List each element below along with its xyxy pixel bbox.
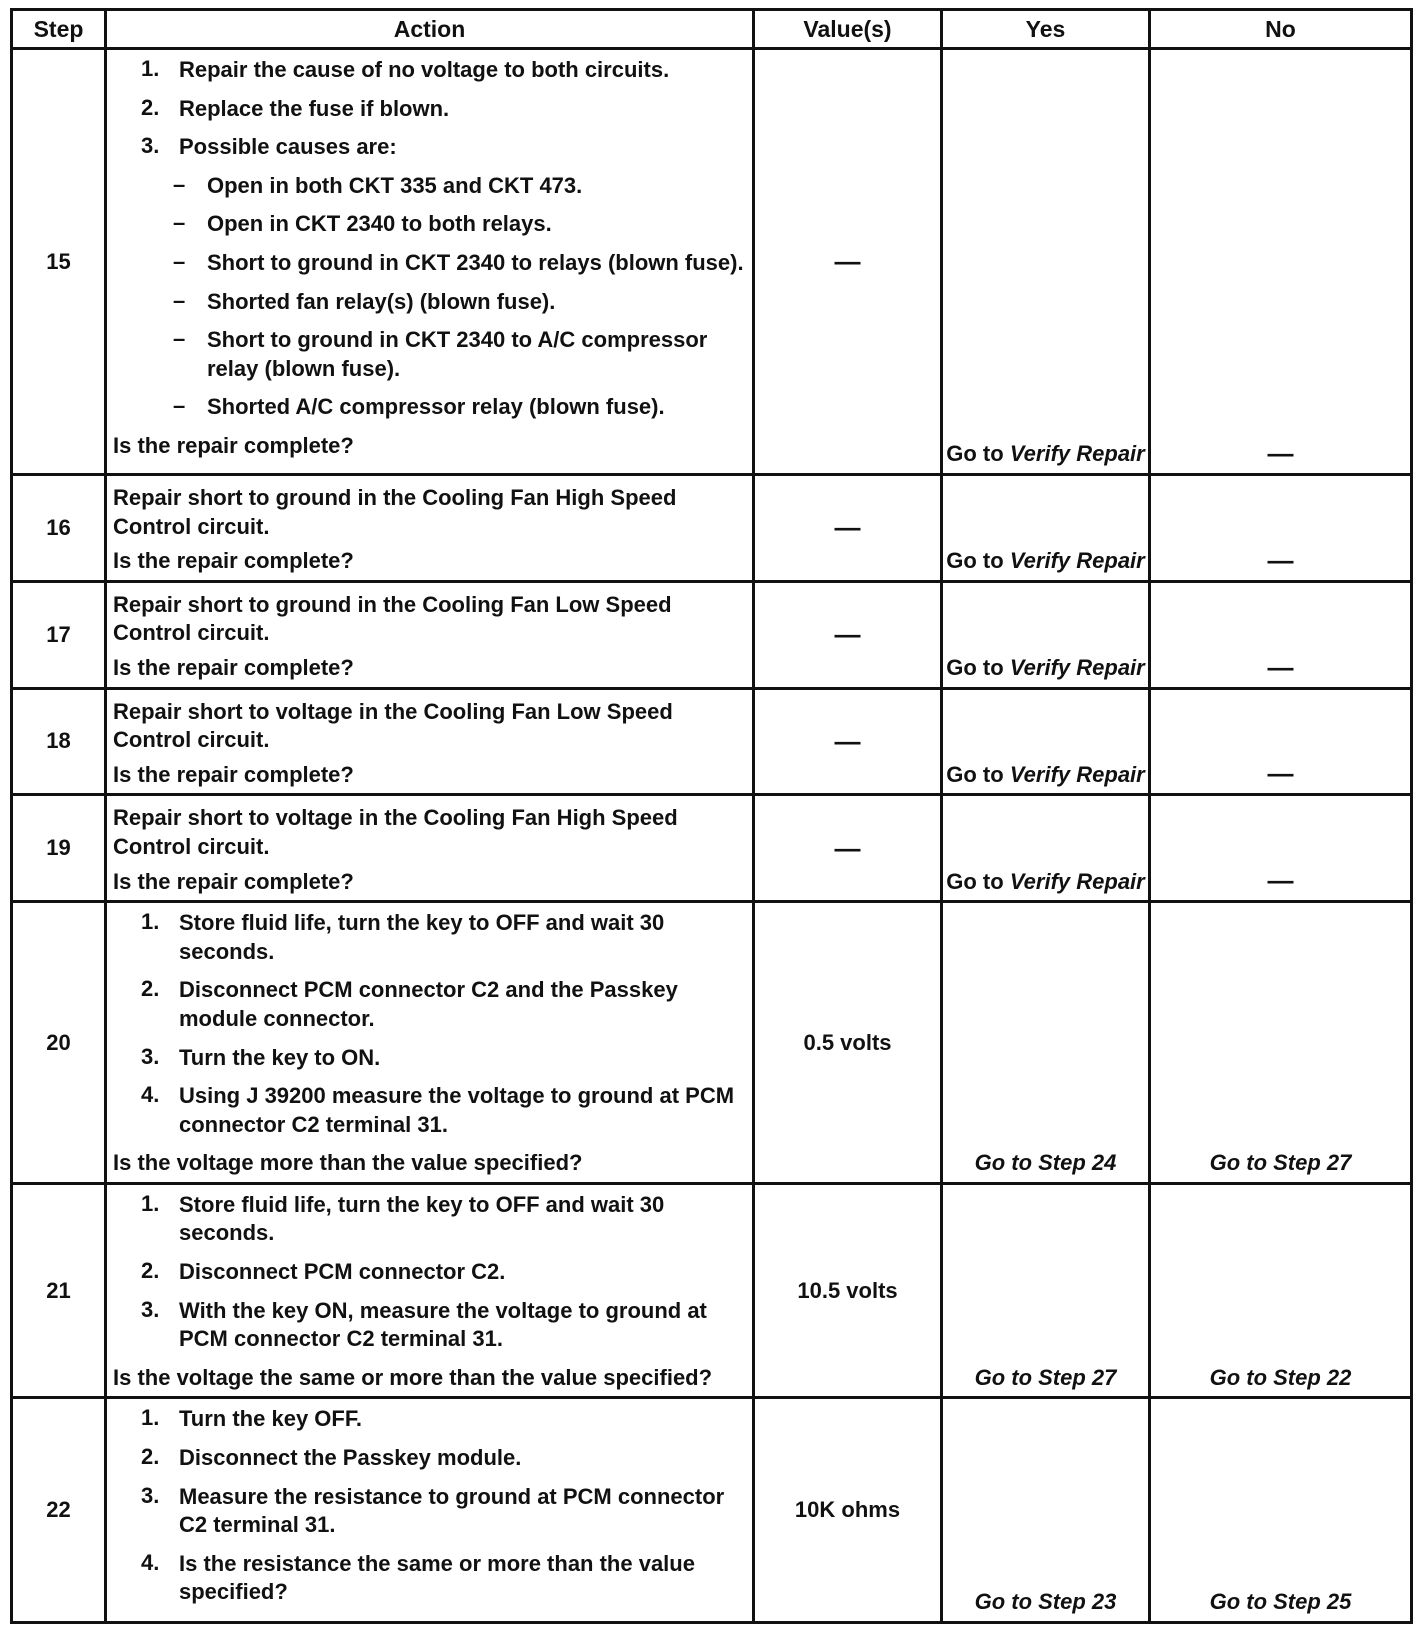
- value-cell: 10.5 volts: [754, 1183, 942, 1398]
- yes-cell: Go to Step 23: [942, 1398, 1150, 1623]
- table-row: [12, 1398, 1412, 1623]
- list-item: 4. Is the resistance the same or more than the value specified?: [141, 1549, 695, 1605]
- question: Is the voltage more than the value specified?: [113, 1150, 583, 1176]
- list-item: 2. Disconnect PCM connector C2.: [141, 1258, 506, 1285]
- question: Is the repair complete?: [113, 654, 354, 680]
- step-number: 16: [12, 475, 106, 582]
- value-cell: —: [754, 49, 942, 475]
- value-cell: 0.5 volts: [754, 902, 942, 1184]
- no-cell: Go to Step 22: [1150, 1183, 1412, 1398]
- list-item: 3. Turn the key to ON.: [141, 1043, 381, 1070]
- step-number: 22: [12, 1398, 106, 1623]
- sub-item: – Shorted A/C compressor relay (blown fuse).: [173, 393, 665, 420]
- sub-item: – Open in CKT 2340 to both relays.: [173, 210, 552, 237]
- list-item: 4. Using J 39200 measure the voltage to ground at PCM connector C2 terminal 31.: [141, 1082, 735, 1137]
- yes-cell: Go to Verify Repair: [942, 475, 1150, 582]
- table-row: [12, 1183, 1412, 1398]
- value-cell: —: [754, 688, 942, 795]
- value-cell: 10K ohms: [754, 1398, 942, 1623]
- list-item: 1. Store fluid life, turn the key to OFF and wait 30 seconds.: [141, 1190, 665, 1246]
- question: Is the repair complete?: [113, 761, 354, 787]
- header-values: Value(s): [754, 10, 942, 49]
- step-number: 15: [12, 49, 106, 475]
- list-item: 2. Replace the fuse if blown.: [141, 94, 450, 121]
- value-cell: —: [754, 475, 942, 582]
- header-no: No: [1150, 10, 1412, 49]
- table-row: [12, 49, 1412, 475]
- yes-cell: Go to Verify Repair: [942, 49, 1150, 475]
- value-cell: —: [754, 581, 942, 688]
- list-item: 1. Store fluid life, turn the key to OFF and wait 30 seconds.: [141, 909, 665, 964]
- table-row: [12, 581, 1412, 688]
- action-text: Repair short to ground in the Cooling Fan High Speed Control circuit.: [113, 485, 677, 539]
- action-cell: [106, 49, 754, 475]
- table-row: [12, 475, 1412, 582]
- list-item: 1. Repair the cause of no voltage to both circuits.: [141, 56, 670, 82]
- sub-item: – Shorted fan relay(s) (blown fuse).: [173, 287, 556, 314]
- question: Is the repair complete?: [113, 432, 354, 458]
- header-row: [12, 10, 1412, 49]
- header-step: Step: [12, 10, 106, 49]
- sub-item: – Short to ground in CKT 2340 to A/C compressor relay (blown fuse).: [173, 326, 708, 381]
- yes-cell: Go to Verify Repair: [942, 795, 1150, 902]
- value-cell: —: [754, 795, 942, 902]
- step-number: 20: [12, 902, 106, 1184]
- action-cell: [106, 1183, 754, 1398]
- sub-item: – Short to ground in CKT 2340 to relays (blown fuse).: [173, 248, 744, 275]
- yes-cell: Go to Verify Repair: [942, 581, 1150, 688]
- no-cell: Go to Step 25: [1150, 1398, 1412, 1623]
- list-item: 1. Turn the key OFF.: [141, 1405, 362, 1432]
- question: Is the repair complete?: [113, 548, 354, 574]
- no-cell: —: [1150, 795, 1412, 902]
- no-cell: —: [1150, 49, 1412, 475]
- action-cell: [106, 581, 754, 688]
- step-number: 19: [12, 795, 106, 902]
- yes-cell: Go to Step 24: [942, 902, 1150, 1184]
- question: Is the voltage the same or more than the value specified?: [113, 1364, 713, 1390]
- table-row: [12, 688, 1412, 795]
- list-item: 3. Possible causes are:: [141, 133, 397, 160]
- header-action: Action: [106, 10, 754, 49]
- action-cell: [106, 1398, 754, 1623]
- list-item: 3. With the key ON, measure the voltage to ground at PCM connector C2 terminal 31.: [141, 1296, 707, 1352]
- action-cell: [106, 902, 754, 1184]
- list-item: 2. Disconnect the Passkey module.: [141, 1444, 522, 1471]
- header-yes: Yes: [942, 10, 1150, 49]
- step-number: 17: [12, 581, 106, 688]
- step-number: 18: [12, 688, 106, 795]
- diagnostic-table: [10, 8, 1413, 1624]
- yes-cell: Go to Step 27: [942, 1183, 1150, 1398]
- step-number: 21: [12, 1183, 106, 1398]
- action-text: Repair short to voltage in the Cooling Fan High Speed Control circuit.: [113, 805, 678, 859]
- yes-cell: Go to Verify Repair: [942, 688, 1150, 795]
- list-item: 2. Disconnect PCM connector C2 and the Passkey module connector.: [141, 976, 678, 1031]
- no-cell: —: [1150, 581, 1412, 688]
- question: Is the repair complete?: [113, 868, 354, 894]
- action-cell: [106, 475, 754, 582]
- table-row: [12, 902, 1412, 1184]
- action-cell: [106, 795, 754, 902]
- no-cell: —: [1150, 475, 1412, 582]
- sub-item: – Open in both CKT 335 and CKT 473.: [173, 171, 583, 198]
- table-row: [12, 795, 1412, 902]
- action-cell: [106, 688, 754, 795]
- no-cell: —: [1150, 688, 1412, 795]
- action-text: Repair short to voltage in the Cooling Fan Low Speed Control circuit.: [113, 698, 673, 753]
- list-item: 3. Measure the resistance to ground at PCM connector C2 terminal 31.: [141, 1482, 725, 1538]
- no-cell: Go to Step 27: [1150, 902, 1412, 1184]
- action-text: Repair short to ground in the Cooling Fan Low Speed Control circuit.: [113, 591, 672, 646]
